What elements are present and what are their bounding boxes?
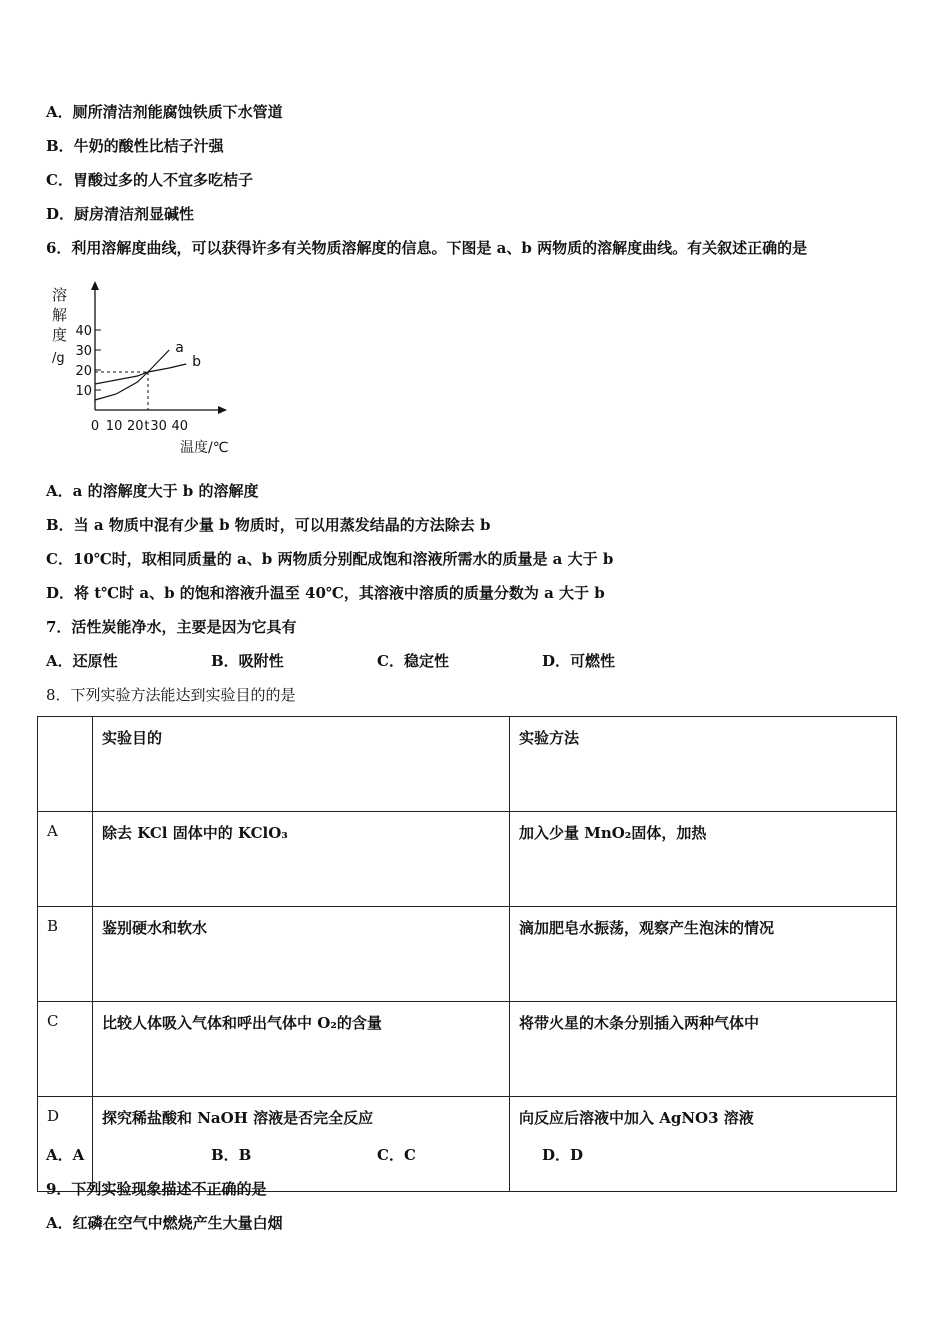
q8-option-a: A．A — [46, 1146, 85, 1164]
curve-label-b: b — [192, 354, 202, 370]
table-header-cell: 实验目的 — [93, 717, 510, 812]
y-tick-label: 10 — [75, 384, 92, 399]
q7-option-c: C．稳定性 — [377, 652, 449, 670]
y-tick-label: 20 — [75, 364, 92, 379]
table-cell: 探究稀盐酸和 NaOH 溶液是否完全反应 — [93, 1097, 510, 1192]
q5-option-c: C．胃酸过多的人不宜多吃桔子 — [46, 171, 253, 189]
y-tick-label: 40 — [75, 324, 92, 339]
q7-option-b: B．吸附性 — [211, 652, 284, 670]
curve-b — [95, 364, 186, 384]
table-cell: 将带火星的木条分别插入两种气体中 — [510, 1002, 897, 1097]
q8-stem: 8．下列实验方法能达到实验目的的是 — [46, 686, 296, 704]
table-cell: 向反应后溶液中加入 AgNO3 溶液 — [510, 1097, 897, 1192]
x-tick-label: t — [144, 419, 150, 434]
table-cell: A — [38, 812, 93, 907]
table-cell: 加入少量 MnO₂固体，加热 — [510, 812, 897, 907]
y-axis-arrow — [91, 281, 99, 290]
y-axis-label-char: /g — [52, 351, 65, 366]
y-axis-label-char: 解 — [52, 306, 68, 324]
q7-option-d: D．可燃性 — [542, 652, 616, 670]
table-cell: D — [38, 1097, 93, 1192]
table-cell: 滴加肥皂水振荡，观察产生泡沫的情况 — [510, 907, 897, 1002]
table-header-cell: 实验方法 — [510, 717, 897, 812]
q5-option-b: B．牛奶的酸性比桔子汁强 — [46, 137, 224, 155]
table-row — [38, 1002, 897, 1097]
y-axis-label-char: 度 — [52, 326, 68, 344]
x-tick-label: 20 — [127, 419, 144, 434]
curve-a — [95, 350, 169, 400]
x-axis-label: 温度/℃ — [180, 440, 229, 456]
q9-option-a: A．红磷在空气中燃烧产生大量白烟 — [46, 1214, 283, 1232]
q6-stem: 6．利用溶解度曲线，可以获得许多有关物质溶解度的信息。下图是 a、b 两物质的溶解度曲线。有关叙述正确的是 — [46, 239, 808, 257]
q5-option-d: D．厨房清洁剂显碱性 — [46, 205, 195, 223]
q8-option-d: D．D — [542, 1146, 584, 1164]
table-cell: B — [38, 907, 93, 1002]
x-axis-arrow — [218, 406, 227, 414]
q9-stem: 9．下列实验现象描述不正确的是 — [46, 1180, 267, 1198]
q6-option-b: B．当 a 物质中混有少量 b 物质时，可以用蒸发结晶的方法除去 b — [46, 516, 491, 534]
x-tick-label: 10 — [105, 419, 123, 434]
q5-option-a: A．厕所清洁剂能腐蚀铁质下水管道 — [46, 103, 283, 121]
experiment-table — [37, 716, 897, 1192]
table-row — [38, 907, 897, 1002]
x-tick-label: 0 — [90, 419, 100, 434]
q8-option-c: C．C — [377, 1146, 416, 1164]
y-axis-label-char: 溶 — [52, 286, 68, 304]
q7-stem: 7．活性炭能净水，主要是因为它具有 — [46, 618, 297, 636]
table-header-cell — [38, 717, 93, 812]
x-tick-label: 30 — [150, 419, 167, 434]
q8-option-b: B．B — [211, 1146, 252, 1164]
table-cell: C — [38, 1002, 93, 1097]
q7-option-a: A．还原性 — [46, 652, 118, 670]
table-cell: 除去 KCl 固体中的 KClO₃ — [93, 812, 510, 907]
table-cell: 比较人体吸入气体和呼出气体中 O₂的含量 — [93, 1002, 510, 1097]
q6-option-a: A．a 的溶解度大于 b 的溶解度 — [46, 482, 259, 500]
y-tick-label: 30 — [75, 344, 92, 359]
table-header-row — [38, 717, 897, 812]
curve-label-a: a — [175, 340, 184, 356]
x-tick-label: 40 — [171, 419, 189, 434]
table-row — [38, 812, 897, 907]
solubility-curve-chart — [40, 278, 240, 462]
q6-option-d: D．将 t℃时 a、b 的饱和溶液升温至 40℃，其溶液中溶质的质量分数为 a 大于 b — [46, 584, 605, 602]
q6-option-c: C．10℃时，取相同质量的 a、b 两物质分别配成饱和溶液所需水的质量是 a 大于 b — [46, 550, 614, 568]
table-cell: 鉴别硬水和软水 — [93, 907, 510, 1002]
table-row — [38, 1097, 897, 1192]
